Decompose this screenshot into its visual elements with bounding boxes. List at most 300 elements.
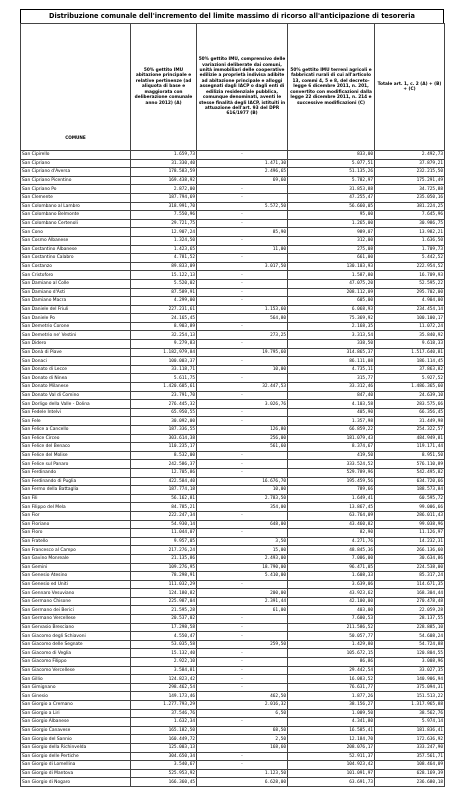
value-cell-a: 56.162,81 xyxy=(131,494,197,503)
value-cell-total: 13.982,21 xyxy=(375,228,445,237)
comune-name-cell: San Cipirello xyxy=(21,151,131,160)
value-cell-b: - xyxy=(197,658,288,667)
value-cell-a: 160.449,72 xyxy=(131,735,197,744)
value-cell-c: 529.789,96 xyxy=(288,468,375,477)
comune-name-cell: San Gervasio Bresciano xyxy=(21,623,131,632)
value-cell-a: 217.276,24 xyxy=(131,546,197,555)
value-cell-b: - xyxy=(197,288,288,297)
value-cell-c: 312,00 xyxy=(288,236,375,245)
value-cell-c: 16.083,52 xyxy=(288,675,375,684)
value-cell-total: 186.114,45 xyxy=(375,357,445,366)
comune-name-cell: San Costanzo xyxy=(21,262,131,271)
value-cell-total: 5.442,52 xyxy=(375,254,445,263)
table-row xyxy=(21,219,445,228)
value-cell-a: 165.182,50 xyxy=(131,726,197,735)
value-cell-a: 78.298,91 xyxy=(131,572,197,581)
value-cell-a: 110.235,17 xyxy=(131,443,197,452)
value-cell-c: 38.156,27 xyxy=(288,701,375,710)
value-cell-c: 1.587,80 xyxy=(288,271,375,280)
value-cell-total: 54.724,88 xyxy=(375,640,445,649)
comune-name-cell: San Colombano Certenoli xyxy=(21,219,131,228)
value-cell-total: 85.317,24 xyxy=(375,572,445,581)
value-cell-b: 5.572,50 xyxy=(197,202,288,211)
table-header xyxy=(21,24,445,151)
value-cell-a: 84.785,21 xyxy=(131,503,197,512)
value-cell-a: 187.794,69 xyxy=(131,193,197,202)
table-row xyxy=(21,606,445,615)
value-cell-total: 34.725,88 xyxy=(375,185,445,194)
value-cell-b: - xyxy=(197,666,288,675)
value-cell-b: - xyxy=(197,580,288,589)
value-cell-a: 33.118,71 xyxy=(131,365,197,374)
comune-name-cell: San Floro xyxy=(21,529,131,538)
value-cell-a: 4.550,47 xyxy=(131,632,197,641)
value-cell-b: 2.493,00 xyxy=(197,554,288,563)
value-cell-a: 3.540,67 xyxy=(131,761,197,770)
value-cell-a: 276.445,32 xyxy=(131,400,197,409)
value-cell-a: 227.231,61 xyxy=(131,305,197,314)
value-cell-b: 32.447,53 xyxy=(197,383,288,392)
value-cell-c: 1.265,00 xyxy=(288,219,375,228)
value-cell-c: 8.374,67 xyxy=(288,443,375,452)
table-row xyxy=(21,176,445,185)
comune-name-cell: San Giorgio del Sannio xyxy=(21,735,131,744)
table-body xyxy=(21,151,445,787)
value-cell-total: 30.634,86 xyxy=(375,554,445,563)
value-cell-total: 140.906,94 xyxy=(375,675,445,684)
value-cell-c: 76.631,77 xyxy=(288,683,375,692)
value-cell-b: 648,00 xyxy=(197,520,288,529)
table-row xyxy=(21,709,445,718)
value-cell-c: 43.923,62 xyxy=(288,589,375,598)
comune-name-cell: San Germano Chisone xyxy=(21,597,131,606)
value-cell-total: 38.562,76 xyxy=(375,709,445,718)
comune-name-cell: San Fili xyxy=(21,494,131,503)
comune-name-cell: San Colombano Belmonte xyxy=(21,211,131,220)
value-cell-a: 4.299,00 xyxy=(131,297,197,306)
comune-name-cell: San Daniele Po xyxy=(21,314,131,323)
comune-name-cell: San Felice sul Panaro xyxy=(21,460,131,469)
value-cell-a: 1.632,34 xyxy=(131,718,197,727)
comune-name-cell: San Giacomo Filippo xyxy=(21,658,131,667)
table-row xyxy=(21,640,445,649)
value-cell-a: 17.298,58 xyxy=(131,623,197,632)
comune-name-cell: San Fratello xyxy=(21,537,131,546)
value-cell-total: 28.137,55 xyxy=(375,615,445,624)
value-cell-c: 605,00 xyxy=(288,297,375,306)
table-row xyxy=(21,202,445,211)
comune-name-cell: San Cipriano xyxy=(21,159,131,168)
table-row xyxy=(21,159,445,168)
value-cell-a: 222.247,34 xyxy=(131,511,197,520)
comune-name-cell: San Cipriano Picentino xyxy=(21,176,131,185)
value-cell-c: 403,00 xyxy=(288,606,375,615)
comune-name-cell: San Giorgio a Liri xyxy=(21,709,131,718)
table-row xyxy=(21,520,445,529)
comune-name-cell: San Demetrio ne' Vestini xyxy=(21,331,131,340)
value-cell-a: 15.132,40 xyxy=(131,649,197,658)
table-row xyxy=(21,426,445,435)
value-cell-a: 1.324,50 xyxy=(131,236,197,245)
value-cell-c: 12.184,70 xyxy=(288,735,375,744)
table-row xyxy=(21,546,445,555)
value-cell-total: 5.974,14 xyxy=(375,718,445,727)
value-cell-a: 29.721,75 xyxy=(131,219,197,228)
value-cell-b: 259,50 xyxy=(197,640,288,649)
value-cell-a: 31.330,40 xyxy=(131,159,197,168)
value-cell-c: 1.877,26 xyxy=(288,692,375,701)
table-row xyxy=(21,451,445,460)
comune-name-cell: San Fedele Intelvi xyxy=(21,408,131,417)
value-cell-a: 166.360,45 xyxy=(131,778,197,787)
comune-name-cell: San Giorgio di Nogaro xyxy=(21,778,131,787)
value-cell-a: 87.589,91 xyxy=(131,288,197,297)
value-cell-c: 101.091,97 xyxy=(288,769,375,778)
value-cell-c: 7.600,53 xyxy=(288,615,375,624)
document-title: Distribuzione comunale dell'incremento del limite massimo di ricorso all'anticipazione di tesoreria xyxy=(20,9,444,23)
value-cell-b: 1.123,50 xyxy=(197,769,288,778)
value-cell-b: 2.391,44 xyxy=(197,597,288,606)
table-row xyxy=(21,168,445,177)
value-cell-b: - xyxy=(197,151,288,160)
comune-name-cell: San Gavino Monreale xyxy=(21,554,131,563)
comune-name-cell: San Felice Circeo xyxy=(21,434,131,443)
value-cell-a: 125.003,13 xyxy=(131,743,197,752)
value-cell-c: 7.006,00 xyxy=(288,554,375,563)
table-row xyxy=(21,262,445,271)
table-row xyxy=(21,151,445,160)
value-cell-c: 3.639,06 xyxy=(288,580,375,589)
table-row xyxy=(21,305,445,314)
value-cell-c: 42.100,00 xyxy=(288,597,375,606)
table-row xyxy=(21,297,445,306)
value-cell-total: 37.879,21 xyxy=(375,159,445,168)
value-cell-a: 124.823,42 xyxy=(131,675,197,684)
value-cell-b: 3.017,50 xyxy=(197,262,288,271)
value-cell-b: - xyxy=(197,683,288,692)
value-cell-total: 228.885,10 xyxy=(375,623,445,632)
column-header-a: 50% gettito IMU abitazione principale e relative pertinenze (ad aliquota di base e maggiorata con deliberazione comunale anno 2012) (A) xyxy=(131,24,197,151)
table-row xyxy=(21,572,445,581)
value-cell-a: 304.650,34 xyxy=(131,752,197,761)
value-cell-a: 149.173,46 xyxy=(131,692,197,701)
value-cell-c: 43.460,82 xyxy=(288,520,375,529)
value-cell-b: 85,90 xyxy=(197,228,288,237)
value-cell-b: 200,00 xyxy=(197,589,288,598)
value-cell-total: 270.478,48 xyxy=(375,597,445,606)
comune-name-cell: San Giorgio Albanese xyxy=(21,718,131,727)
value-cell-b: - xyxy=(197,632,288,641)
table-row xyxy=(21,649,445,658)
table-row xyxy=(21,193,445,202)
value-cell-total: 634.720,66 xyxy=(375,477,445,486)
value-cell-b: - xyxy=(197,374,288,383)
comune-name-cell: San Felice del Molise xyxy=(21,451,131,460)
table-row xyxy=(21,511,445,520)
value-cell-total: 266.136,60 xyxy=(375,546,445,555)
value-cell-c: 4.735,11 xyxy=(288,365,375,374)
value-cell-c: 50.057,77 xyxy=(288,632,375,641)
value-cell-a: 89.833,09 xyxy=(131,262,197,271)
table-row xyxy=(21,271,445,280)
table-row xyxy=(21,228,445,237)
value-cell-c: 33.312,46 xyxy=(288,383,375,392)
value-cell-a: 1.277.793,29 xyxy=(131,701,197,710)
value-cell-b: 256,00 xyxy=(197,434,288,443)
value-cell-c: 315,77 xyxy=(288,374,375,383)
table-row xyxy=(21,778,445,787)
value-cell-total: 224.538,00 xyxy=(375,563,445,572)
value-cell-total: 254.322,57 xyxy=(375,426,445,435)
comune-name-cell: San Ferdinando xyxy=(21,468,131,477)
value-cell-c: 2.168,35 xyxy=(288,322,375,331)
value-cell-total: 628.169,39 xyxy=(375,769,445,778)
value-cell-c: 47.075,20 xyxy=(288,279,375,288)
value-cell-a: 9.957,05 xyxy=(131,537,197,546)
value-cell-b: - xyxy=(197,761,288,770)
table-row xyxy=(21,348,445,357)
value-cell-total: 100.100,17 xyxy=(375,314,445,323)
value-cell-c: 208.112,09 xyxy=(288,288,375,297)
table-row xyxy=(21,692,445,701)
value-cell-b: 10,00 xyxy=(197,365,288,374)
comune-name-cell: San Donaci xyxy=(21,357,131,366)
value-cell-c: 82,90 xyxy=(288,529,375,538)
value-cell-c: 66.859,22 xyxy=(288,426,375,435)
value-cell-a: 8.903,89 xyxy=(131,322,197,331)
table-row xyxy=(21,314,445,323)
value-cell-a: 15.122,13 xyxy=(131,271,197,280)
value-cell-b: 6,50 xyxy=(197,709,288,718)
value-cell-b: - xyxy=(197,219,288,228)
comune-name-cell: San Cosmo Albanese xyxy=(21,236,131,245)
comune-name-cell: San Ginesio xyxy=(21,692,131,701)
comune-name-cell: San Giacomo Vercellese xyxy=(21,666,131,675)
value-cell-b: - xyxy=(197,357,288,366)
value-cell-a: 1.423,65 xyxy=(131,245,197,254)
value-cell-b: - xyxy=(197,511,288,520)
value-cell-c: 419,50 xyxy=(288,451,375,460)
value-cell-c: 86.111,08 xyxy=(288,357,375,366)
comune-name-cell: San Giorgio della Richinvelda xyxy=(21,743,131,752)
value-cell-c: 63.764,09 xyxy=(288,511,375,520)
value-cell-total: 37.863,82 xyxy=(375,365,445,374)
value-cell-c: 208.076,17 xyxy=(288,743,375,752)
value-cell-total: 381.224,25 xyxy=(375,202,445,211)
value-cell-c: 95,00 xyxy=(288,211,375,220)
value-cell-b: 18.790,00 xyxy=(197,563,288,572)
value-cell-c: 86,86 xyxy=(288,658,375,667)
comune-name-cell: San Giorgio a Cremano xyxy=(21,701,131,710)
value-cell-b: - xyxy=(197,451,288,460)
table-row xyxy=(21,408,445,417)
value-cell-total: 175.291,49 xyxy=(375,176,445,185)
value-cell-b: 68,50 xyxy=(197,726,288,735)
comune-name-cell: San Francesco al Campo xyxy=(21,546,131,555)
value-cell-c: 1.608,33 xyxy=(288,572,375,581)
value-cell-a: 298.462,54 xyxy=(131,683,197,692)
value-cell-c: 833,00 xyxy=(288,151,375,160)
value-cell-a: 303.614,38 xyxy=(131,434,197,443)
table-row xyxy=(21,623,445,632)
value-cell-total: 234.454,14 xyxy=(375,305,445,314)
table-row xyxy=(21,383,445,392)
comune-name-cell: San Costantino Albanese xyxy=(21,245,131,254)
value-cell-total: 375.094,31 xyxy=(375,683,445,692)
table-row xyxy=(21,211,445,220)
value-cell-b: - xyxy=(197,322,288,331)
table-row xyxy=(21,494,445,503)
comune-name-cell: San Costantino Calabro xyxy=(21,254,131,263)
value-cell-a: 21.595,28 xyxy=(131,606,197,615)
table-row xyxy=(21,288,445,297)
table-row xyxy=(21,683,445,692)
value-cell-b: 2.783,50 xyxy=(197,494,288,503)
value-cell-c: 1.649,41 xyxy=(288,494,375,503)
value-cell-b: 561,60 xyxy=(197,443,288,452)
table-row xyxy=(21,743,445,752)
table-row xyxy=(21,185,445,194)
value-cell-b: - xyxy=(197,391,288,400)
value-cell-b: 168,60 xyxy=(197,743,288,752)
value-cell-c: 29.442,54 xyxy=(288,666,375,675)
value-cell-a: 23.791,70 xyxy=(131,391,197,400)
comune-name-cell: San Cipriano d'Aversa xyxy=(21,168,131,177)
value-cell-total: 33.027,35 xyxy=(375,666,445,675)
value-cell-b: - xyxy=(197,623,288,632)
value-cell-total: 24.639,10 xyxy=(375,391,445,400)
value-cell-total: 181.836,41 xyxy=(375,726,445,735)
value-cell-b: 1.471,30 xyxy=(197,159,288,168)
comune-name-cell: San Giorgio di Mantova xyxy=(21,769,131,778)
value-cell-total: 151.513,22 xyxy=(375,692,445,701)
value-cell-c: 16.585,41 xyxy=(288,726,375,735)
comune-name-cell: San Daniele del Friuli xyxy=(21,305,131,314)
value-cell-c: 31.853,88 xyxy=(288,185,375,194)
value-cell-a: 2.872,00 xyxy=(131,185,197,194)
value-cell-b: 6.628,00 xyxy=(197,778,288,787)
value-cell-c: 211.586,52 xyxy=(288,623,375,632)
comune-name-cell: San Genesio Atesino xyxy=(21,572,131,581)
comune-name-cell: San Giorgio delle Pertiche xyxy=(21,752,131,761)
value-cell-total: 31.449,98 xyxy=(375,417,445,426)
value-cell-b: 2.016,32 xyxy=(197,701,288,710)
table-row xyxy=(21,434,445,443)
value-cell-a: 111.032,29 xyxy=(131,580,197,589)
table-row xyxy=(21,597,445,606)
value-cell-a: 4.781,52 xyxy=(131,254,197,263)
value-cell-total: 120.804,55 xyxy=(375,649,445,658)
value-cell-b: - xyxy=(197,236,288,245)
value-cell-a: 8.532,00 xyxy=(131,451,197,460)
table-row xyxy=(21,563,445,572)
value-cell-total: 1.486.365,60 xyxy=(375,383,445,392)
value-cell-total: 60.595,72 xyxy=(375,494,445,503)
value-cell-c: 105.672,15 xyxy=(288,649,375,658)
value-cell-c: 47.255,47 xyxy=(288,193,375,202)
value-cell-b: - xyxy=(197,529,288,538)
value-cell-total: 9.618,33 xyxy=(375,340,445,349)
comune-name-cell: San Giacomo delle Segnate xyxy=(21,640,131,649)
value-cell-total: 484.949,81 xyxy=(375,434,445,443)
comune-name-cell: San Damiano Macra xyxy=(21,297,131,306)
comune-name-cell: San Germano dei Berici xyxy=(21,606,131,615)
value-cell-total: 232.215,50 xyxy=(375,168,445,177)
value-cell-total: 286.011,43 xyxy=(375,511,445,520)
value-cell-total: 1.517.640,81 xyxy=(375,348,445,357)
table-row xyxy=(21,529,445,538)
table-row xyxy=(21,443,445,452)
value-cell-c: 96.471,05 xyxy=(288,563,375,572)
table-row xyxy=(21,417,445,426)
table-row xyxy=(21,279,445,288)
value-cell-b: - xyxy=(197,460,288,469)
table-row xyxy=(21,632,445,641)
comune-name-cell: San Giorgio Canavese xyxy=(21,726,131,735)
value-cell-c: 4.103,58 xyxy=(288,400,375,409)
table-row xyxy=(21,735,445,744)
comune-name-cell: San Giacomo degli Schiavoni xyxy=(21,632,131,641)
value-cell-total: 35.840,92 xyxy=(375,331,445,340)
value-cell-b: 462,50 xyxy=(197,692,288,701)
value-cell-c: 989,07 xyxy=(288,228,375,237)
comune-name-cell: San Donato Val di Comino xyxy=(21,391,131,400)
value-cell-a: 9.279,83 xyxy=(131,340,197,349)
value-cell-b: - xyxy=(197,211,288,220)
table-row xyxy=(21,666,445,675)
value-cell-total: 1.317.965,88 xyxy=(375,701,445,710)
value-cell-c: 195.459,56 xyxy=(288,477,375,486)
comune-name-cell: San Fele xyxy=(21,417,131,426)
value-cell-b: - xyxy=(197,649,288,658)
value-cell-a: 124.180,82 xyxy=(131,589,197,598)
value-cell-c: 661,00 xyxy=(288,254,375,263)
value-cell-a: 318.991,70 xyxy=(131,202,197,211)
comune-name-cell: San Filippo del Mela xyxy=(21,503,131,512)
value-cell-total: 188.573,84 xyxy=(375,486,445,495)
value-cell-a: 1.420.605,61 xyxy=(131,383,197,392)
value-cell-a: 2.922,10 xyxy=(131,658,197,667)
comune-name-cell: San Dorligo della Valle - Dolina xyxy=(21,400,131,409)
value-cell-total: 357.561,71 xyxy=(375,752,445,761)
comune-name-cell: San Cono xyxy=(21,228,131,237)
comune-name-cell: San Felice a Cancello xyxy=(21,426,131,435)
table-row xyxy=(21,322,445,331)
value-cell-total: 283.575,66 xyxy=(375,400,445,409)
value-cell-a: 21.135,86 xyxy=(131,554,197,563)
value-cell-total: 8.951,50 xyxy=(375,451,445,460)
value-cell-total: 54.608,24 xyxy=(375,632,445,641)
value-cell-c: 3.313,54 xyxy=(288,331,375,340)
column-header-b: 50% gettito IMU, comprensivo delle variazioni deliberate dai comuni, unità immobiliari delle cooperative edilizie a proprietà indivisa adibite ad abitazione principale e alloggi assegnati dagli IACP o dagli enti di edilizia residenziale pubblica, comunque denominati, aventi le stesse finalità degli IACP, istituiti in attuazione dell'art. 93 del DPR 616/1977 (B) xyxy=(197,24,288,151)
value-cell-c: 48.845,36 xyxy=(288,546,375,555)
value-cell-total: 172.636,92 xyxy=(375,735,445,744)
value-cell-b: 3,50 xyxy=(197,537,288,546)
value-cell-a: 169.438,92 xyxy=(131,176,197,185)
value-cell-total: 99.006,66 xyxy=(375,503,445,512)
value-cell-a: 65.950,55 xyxy=(131,408,197,417)
value-cell-c: 789,66 xyxy=(288,486,375,495)
value-cell-a: 1.182,979,84 xyxy=(131,348,197,357)
table-row xyxy=(21,400,445,409)
table-row xyxy=(21,486,445,495)
value-cell-total: 11.126,97 xyxy=(375,529,445,538)
value-cell-b: - xyxy=(197,279,288,288)
value-cell-a: 12.907,24 xyxy=(131,228,197,237)
comune-name-cell: San Giorgio di Lomellina xyxy=(21,761,131,770)
column-header-comune: COMUNE xyxy=(21,24,131,151)
value-cell-total: 52.595,22 xyxy=(375,279,445,288)
